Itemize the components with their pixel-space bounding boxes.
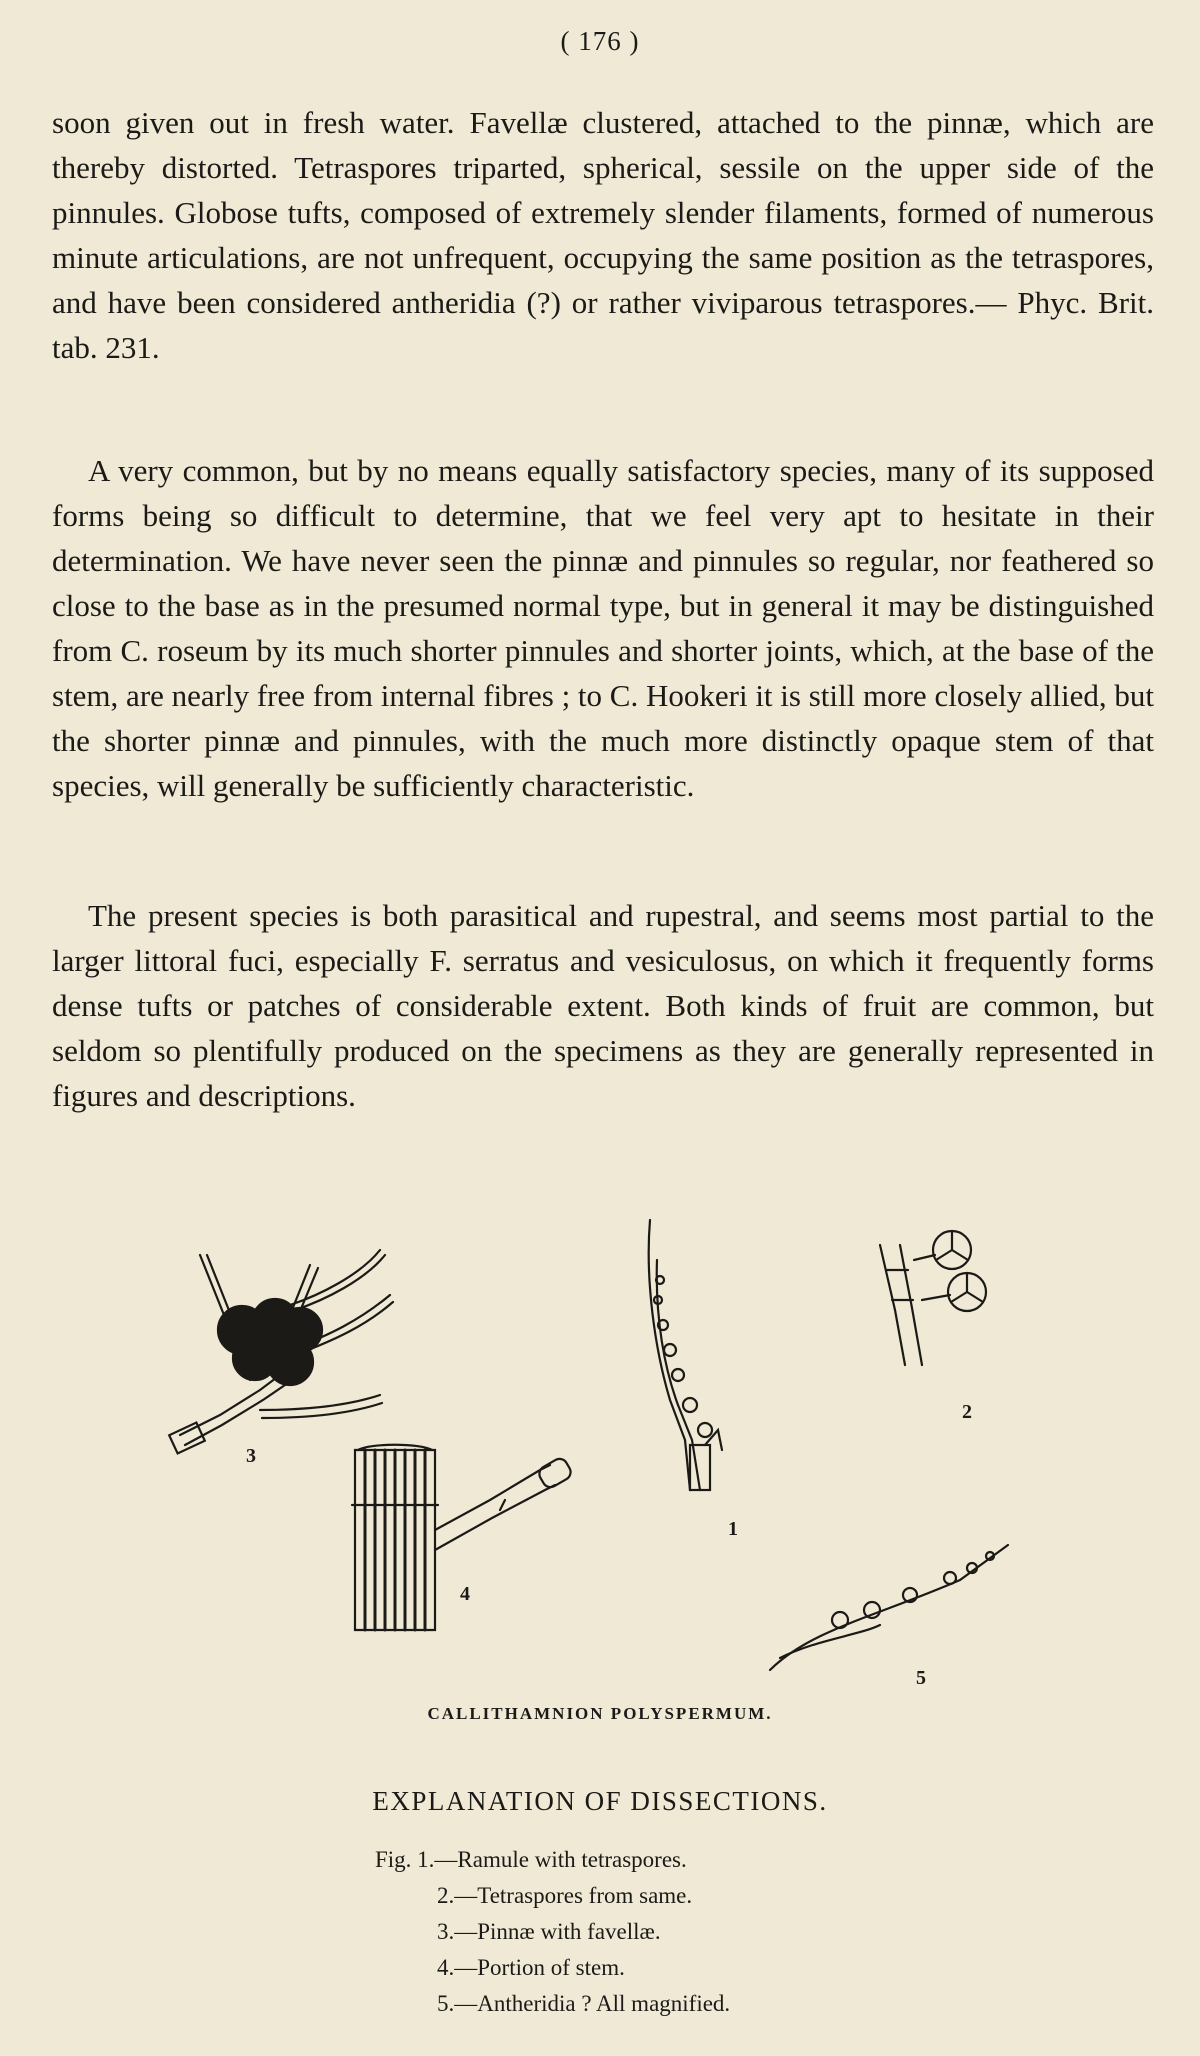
explanation-heading: EXPLANATION OF DISSECTIONS. [372,1786,828,1816]
figure-caption: CALLITHAMNION POLYSPERMUM. [427,1704,773,1723]
explanation-item: Fig. 1.—Ramule with tetraspores. [375,1847,687,1872]
fig-label-2: 2 [962,1401,972,1423]
explanation-item: 2.—Tetraspores from same. [437,1883,693,1908]
fig-1-drawing [649,1220,722,1490]
paragraph-1: soon given out in fresh water. Favellæ clustered, attached to the pinnæ, which are thereby distorted. Tetraspores triparted, spherical, sessile on the upper side of the pinnules. Globose tufts, composed of extremely slender filaments, formed of numerous minute articulations, are not unfrequent, occupying the same position as the tetraspores, and have been considered antheridia (?) or rather viviparous tetraspores.— Phyc. Brit. tab. 231. [52,105,1154,365]
explanation-list [375,1842,975,2022]
fig-5-drawing [770,1545,1008,1670]
page-number: ( 176 ) [560,26,640,56]
explanation-item: 5.—Antheridia ? All magnified. [437,1991,731,2016]
paragraph-3: The present species is both parasitical and rupestral, and seems most partial to the larger littoral fuci, especially F. serratus and vesiculosus, on which it frequently forms dense tufts or patches of considerable extent. Both kinds of fruit are common, but seldom so plentifully produced on the specimens as they are generally represented in figures and descriptions. [52,898,1154,1113]
fig-label-3: 3 [246,1445,256,1467]
explanation-item: 3.—Pinnæ with favellæ. [437,1919,661,1944]
fig-2-drawing [880,1231,986,1365]
fig-label-1: 1 [728,1518,738,1540]
explanation-item: 4.—Portion of stem. [437,1955,625,1980]
botanical-illustration [160,1200,1040,1700]
fig-label-5: 5 [916,1667,926,1689]
fig-3-drawing [169,1250,393,1453]
fig-label-4: 4 [460,1583,470,1605]
paragraph-2: A very common, but by no means equally satisfactory species, many of its supposed forms being so difficult to determine, that we feel very apt to hesitate in their determination. We have never seen the pinnæ and pinnules so regular, nor feathered so close to the base as in the presumed normal type, but in general it may be distinguished from C. roseum by its much shorter pinnules and shorter joints, which, at the base of the stem, are nearly free from internal fibres ; to C. Hookeri it is still more closely allied, but the shorter pinnæ and pinnules, with the much more distinctly opaque stem of that species, will generally be sufficiently characteristic. [52,453,1154,803]
dissection-drawings [160,1200,1040,1700]
